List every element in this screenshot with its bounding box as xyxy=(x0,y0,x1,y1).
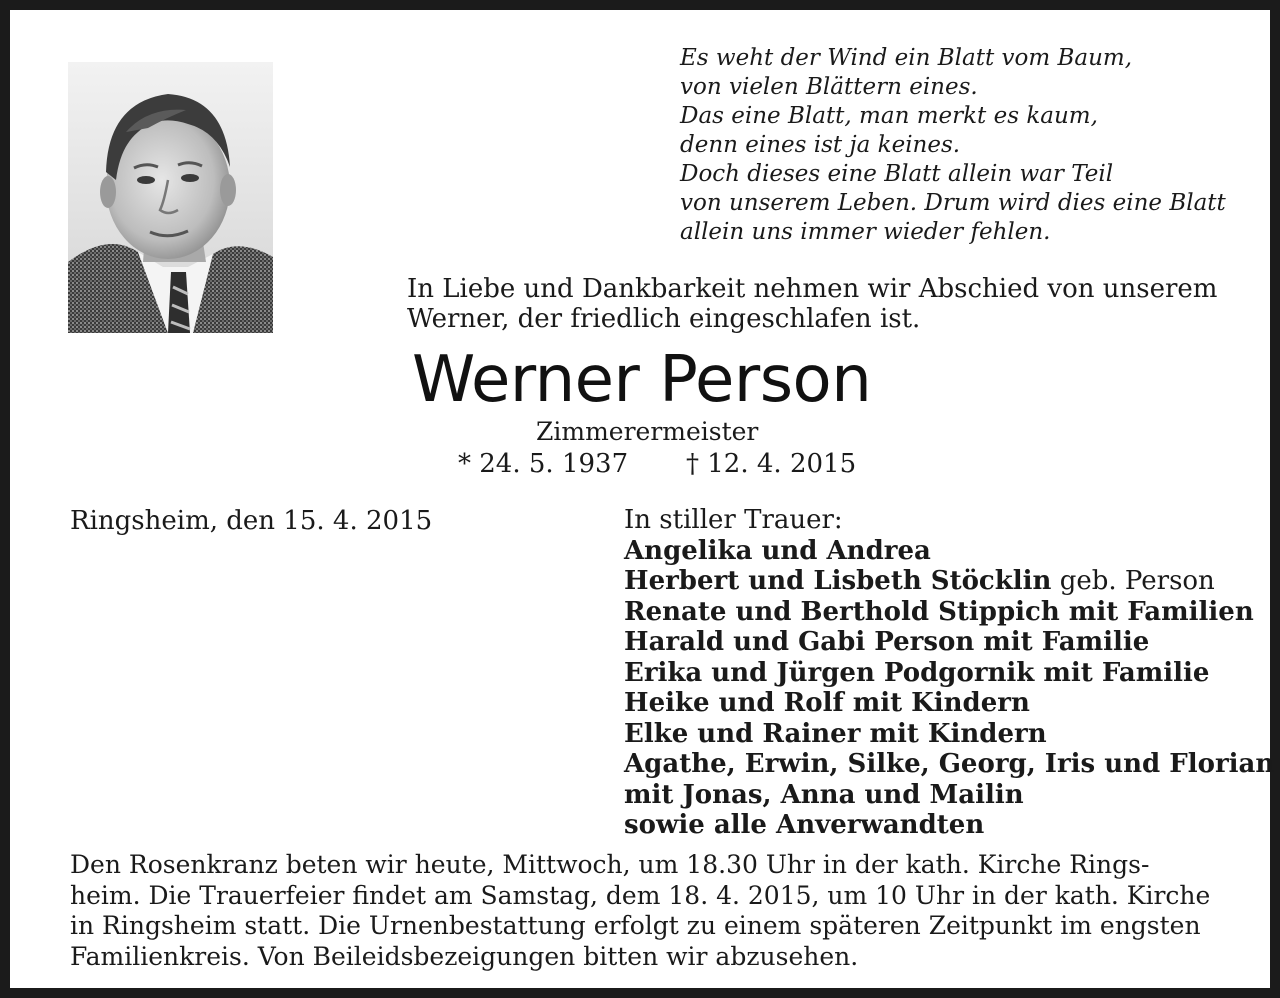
place-and-date: Ringsheim, den 15. 4. 2015 xyxy=(70,506,433,536)
service-line: Familienkreis. Von Beileidsbezeigungen bitten wir abzusehen. xyxy=(70,941,859,971)
mourner-line: Erika und Jürgen Podgornik mit Familie xyxy=(624,657,1210,688)
mourner-line: Renate und Berthold Stippich mit Familien xyxy=(624,596,1254,627)
intro-line: Werner, der friedlich eingeschlafen ist. xyxy=(407,304,921,334)
poem-line: allein uns immer wieder fehlen. xyxy=(680,219,1051,245)
service-line: heim. Die Trauerfeier findet am Samstag, dem 18. 4. 2015, um 10 Uhr in der kath. Kirche xyxy=(70,880,1211,910)
service-details xyxy=(70,850,1230,972)
mourner-line: Angelika und Andrea xyxy=(624,535,931,566)
intro-line: In Liebe und Dankbarkeit nehmen wir Abschied von unserem xyxy=(407,274,1218,304)
deceased-name: Werner Person xyxy=(412,343,872,417)
mourner-line: Heike und Rolf mit Kindern xyxy=(624,688,1030,718)
mourner-line: Herbert und Lisbeth Stöcklin geb. Person xyxy=(624,566,1215,596)
poem xyxy=(680,44,1250,247)
poem-line: Doch dieses eine Blatt allein war Teil xyxy=(680,161,1114,187)
mourner-line: Agathe, Erwin, Silke, Georg, Iris und Florian xyxy=(624,749,1275,779)
deceased-profession: Zimmerermeister xyxy=(536,417,759,446)
death-date: † 12. 4. 2015 xyxy=(686,449,857,479)
poem-line: denn eines ist ja keines. xyxy=(680,132,961,158)
service-line: in Ringsheim statt. Die Urnenbestattung erfolgt zu einem späteren Zeitpunkt im engsten xyxy=(70,911,1201,940)
mourner-line: Elke und Rainer mit Kindern xyxy=(624,718,1047,749)
mourner-line: sowie alle Anverwandten xyxy=(624,810,985,840)
mourners-list xyxy=(624,505,1275,841)
birth-date: * 24. 5. 1937 xyxy=(458,449,629,479)
mourner-line: mit Jonas, Anna und Mailin xyxy=(624,779,1024,810)
portrait-photo xyxy=(68,62,273,333)
service-line: Den Rosenkranz beten wir heute, Mittwoch, um 18.30 Uhr in der kath. Kirche Rings- xyxy=(70,850,1150,879)
mourners-heading: In stiller Trauer: xyxy=(624,505,843,535)
poem-line: von vielen Blättern eines. xyxy=(680,74,978,100)
poem-line: von unserem Leben. Drum wird dies eine Blatt xyxy=(680,190,1226,216)
poem-line: Es weht der Wind ein Blatt vom Baum, xyxy=(680,45,1133,71)
mourner-line: Harald und Gabi Person mit Familie xyxy=(624,627,1150,657)
intro-text xyxy=(407,274,1247,334)
poem-line: Das eine Blatt, man merkt es kaum, xyxy=(680,103,1098,129)
